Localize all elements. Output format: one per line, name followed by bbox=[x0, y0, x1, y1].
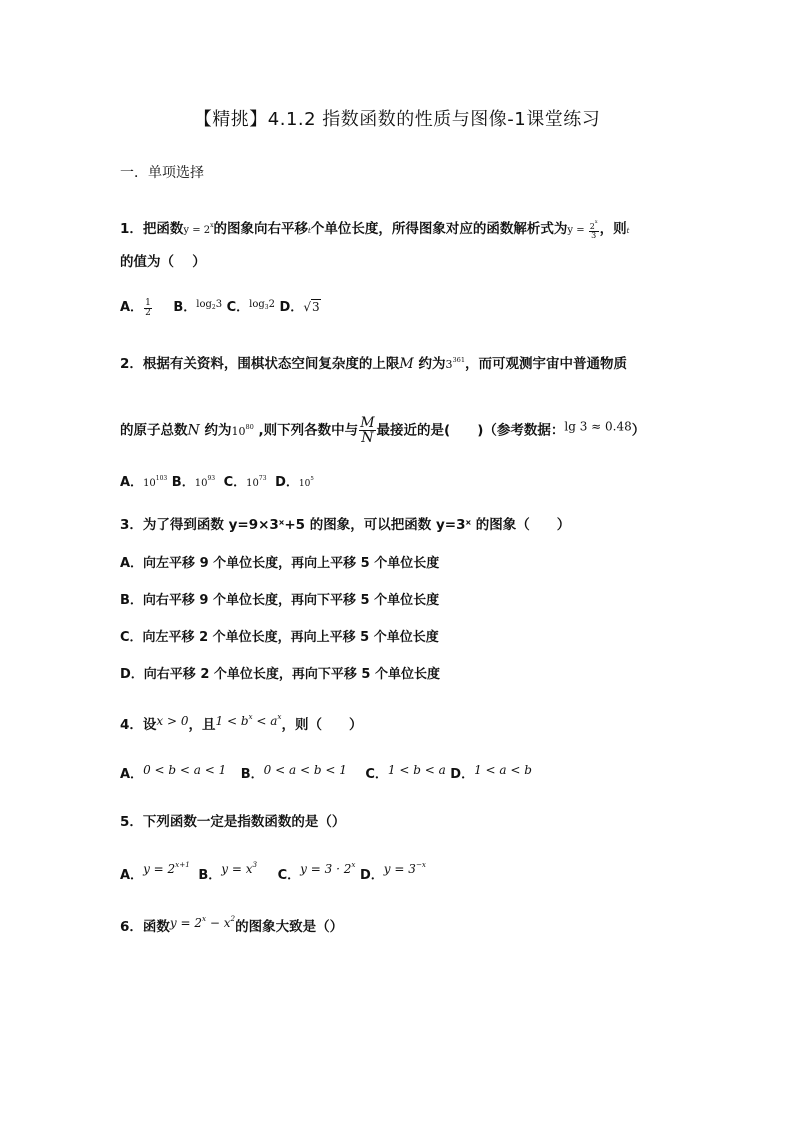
q5-option-a-label: A． bbox=[120, 868, 144, 883]
q1-option-d-value: √3 bbox=[303, 300, 320, 314]
q1-option-a-label: A． bbox=[120, 300, 144, 315]
q4-suffix: ，则（ ） bbox=[281, 717, 363, 733]
q1-option-c-label: C． bbox=[226, 300, 250, 315]
q2-mid5: 最接近的是( )（参考数据： bbox=[376, 422, 565, 439]
question-5-options bbox=[120, 860, 426, 883]
q4-option-d-value: 1 < a < b bbox=[474, 763, 532, 777]
q5-option-a-value: $y = 2^{x+1}$ bbox=[143, 860, 190, 876]
q2-mid3: 约为 bbox=[199, 422, 232, 439]
q2-value-m: $3^{361}$ bbox=[445, 356, 466, 371]
q2-option-c-value: $10^{73}$ bbox=[246, 475, 267, 489]
q2-fraction-m-n: $\frac{M}{N}$ bbox=[360, 415, 375, 446]
q2-mid4: ,则下列各数中与 bbox=[253, 422, 359, 439]
q2-prefix: 2．根据有关资料，围棋状态空间复杂度的上限 bbox=[120, 356, 400, 372]
question-3-option-a: A．向左平移 9 个单位长度，再向上平移 5 个单位长度 bbox=[120, 556, 440, 571]
q2-var-m: M bbox=[399, 356, 414, 372]
q5-option-b-label: B． bbox=[198, 868, 222, 883]
question-1-line-2: 的值为（ ） bbox=[120, 254, 206, 270]
question-6-stem bbox=[120, 914, 343, 935]
q2-option-c-label: C． bbox=[223, 475, 247, 490]
q6-function: $y = 2^x - x^2$ bbox=[169, 914, 236, 930]
q4-option-c-value: 1 < b < a bbox=[387, 763, 446, 777]
q2-mid: 约为 bbox=[413, 356, 446, 372]
q4-option-a-value: 0 < b < a < 1 bbox=[143, 763, 227, 777]
q1-func1: $y = 2^x$ bbox=[183, 222, 214, 236]
q1-mid2: 个单位长度，所得图象对应的函数解析式为 bbox=[310, 221, 568, 237]
section-heading: 一．单项选择 bbox=[120, 165, 204, 181]
q1-func2: y = $\frac{2^x}{3}$ bbox=[567, 220, 598, 240]
q4-option-c-label: C． bbox=[365, 767, 388, 782]
q5-option-b-value: $y = x^3$ bbox=[221, 860, 258, 876]
q2-option-d-value: $10^5$ bbox=[298, 476, 314, 489]
q6-suffix: 的图象大致是（） bbox=[235, 919, 344, 935]
question-4-stem bbox=[120, 712, 362, 733]
q1-option-c-value: log32 bbox=[249, 299, 275, 311]
q1-prefix: 1．把函数 bbox=[120, 221, 184, 237]
q2-value-n: $10^{80}$ bbox=[231, 422, 254, 438]
q5-option-d-label: D． bbox=[359, 868, 384, 883]
q2-option-b-value: $10^{93}$ bbox=[194, 475, 216, 489]
question-2-options bbox=[120, 471, 314, 490]
q4-option-b-value: 0 < a < b < 1 bbox=[263, 763, 347, 777]
q2-option-b-label: B． bbox=[171, 475, 195, 490]
q2-reference-data: lg 3 ≈ 0.48 bbox=[564, 419, 632, 434]
page-title: 【精挑】4.1.2 指数函数的性质与图像-1课堂练习 bbox=[193, 109, 601, 130]
q1-suffix: ，则 bbox=[599, 221, 627, 237]
q5-option-d-value: $y = 3^{-x}$ bbox=[383, 860, 426, 876]
question-3-option-c: C．向左平移 2 个单位长度，再向上平移 5 个单位长度 bbox=[120, 630, 439, 645]
q4-mid: ，且 bbox=[188, 717, 216, 733]
q2-suffix: ） bbox=[631, 422, 646, 439]
question-1-line-1 bbox=[120, 217, 629, 240]
question-2-line-1 bbox=[120, 352, 627, 372]
q4-condition-2: $1 < b^x < a^x$ bbox=[215, 712, 282, 728]
q5-option-c-label: C． bbox=[277, 868, 301, 883]
q2-line2-prefix: 的原子总数 bbox=[120, 422, 188, 439]
q5-option-c-value: $y = 3 \cdot 2^x$ bbox=[300, 860, 356, 876]
q4-option-a-label: A． bbox=[120, 767, 144, 782]
q4-prefix: 4．设 bbox=[120, 717, 157, 733]
q1-mid: 的图象向右平移 bbox=[213, 221, 309, 237]
q1-option-a-value: $\frac{1}{2}$ bbox=[145, 298, 151, 318]
question-5-stem: 5．下列函数一定是指数函数的是（） bbox=[120, 814, 346, 830]
question-1-options bbox=[120, 296, 321, 318]
question-3-option-b: B．向右平移 9 个单位长度，再向下平移 5 个单位长度 bbox=[120, 593, 440, 608]
q2-var-n: N bbox=[187, 422, 200, 439]
q4-option-b-label: B． bbox=[240, 767, 264, 782]
q2-option-a-value: $10^{103}$ bbox=[143, 475, 168, 489]
q1-option-b-label: B． bbox=[173, 300, 197, 315]
q6-prefix: 6．函数 bbox=[120, 919, 170, 935]
q2-option-d-label: D． bbox=[275, 475, 299, 490]
q2-option-a-label: A． bbox=[120, 475, 144, 490]
q1-option-b-value: log23 bbox=[196, 299, 223, 311]
q1-var-t-2: t bbox=[626, 227, 630, 235]
question-2-line-2 bbox=[120, 416, 645, 445]
question-4-options bbox=[120, 763, 532, 782]
q4-option-d-label: D． bbox=[450, 767, 475, 782]
q1-var-t: t bbox=[308, 227, 311, 235]
q1-option-d-label: D． bbox=[279, 300, 304, 315]
question-3-stem: 3．为了得到函数 y=9×3ˣ+5 的图象，可以把函数 y=3ˣ 的图象（ ） bbox=[120, 517, 571, 533]
q4-condition-1: x > 0 bbox=[156, 714, 189, 728]
q2-mid2: ，而可观测宇宙中普通物质 bbox=[465, 356, 628, 372]
question-3-option-d: D．向右平移 2 个单位长度，再向下平移 5 个单位长度 bbox=[120, 667, 440, 682]
